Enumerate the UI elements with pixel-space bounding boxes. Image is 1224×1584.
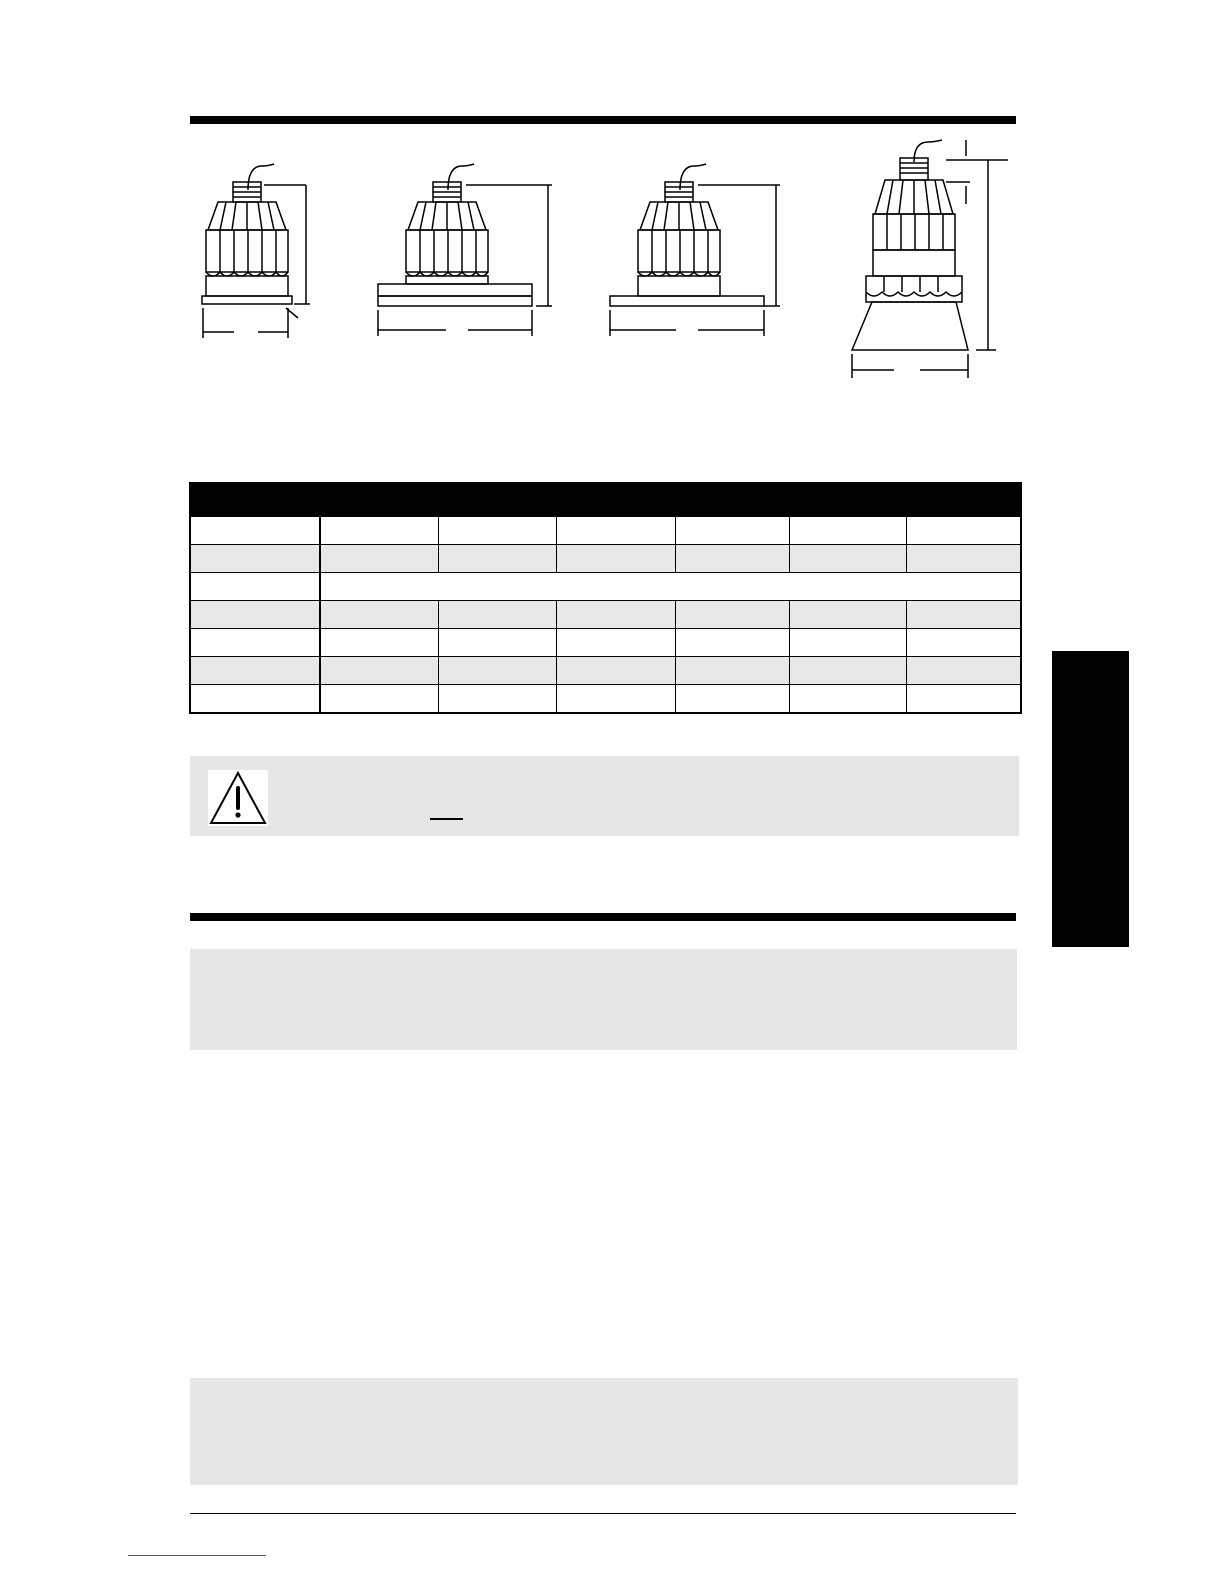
table-cell — [789, 517, 906, 545]
table-cell — [320, 657, 438, 685]
table-cell — [789, 545, 906, 573]
footer-link[interactable] — [128, 1555, 266, 1556]
table-cell — [556, 517, 675, 545]
transducer-flanged-icon — [378, 164, 552, 336]
table-cell — [906, 685, 1021, 714]
warning-triangle-icon — [208, 770, 268, 826]
table-cell — [906, 657, 1021, 685]
spec-table-header — [190, 483, 1021, 517]
table-cell — [556, 657, 675, 685]
transducer-drawings — [190, 130, 1020, 390]
table-row — [190, 573, 1021, 601]
note-box-2 — [190, 1378, 1018, 1485]
chapter-side-tab — [1052, 651, 1129, 947]
spec-table — [189, 482, 1022, 714]
table-row — [190, 545, 1021, 573]
table-cell — [789, 657, 906, 685]
table-cell — [675, 517, 789, 545]
table-cell — [906, 629, 1021, 657]
table-cell — [556, 601, 675, 629]
row-label — [190, 545, 320, 573]
footer-rule — [190, 1513, 1016, 1514]
table-cell — [675, 657, 789, 685]
row-label — [190, 657, 320, 685]
table-cell — [438, 601, 556, 629]
table-cell — [556, 629, 675, 657]
row-label — [190, 517, 320, 545]
table-cell — [906, 601, 1021, 629]
table-row — [190, 601, 1021, 629]
table-cell — [675, 629, 789, 657]
table-header-cell — [190, 483, 1021, 517]
table-cell — [438, 657, 556, 685]
table-cell — [320, 685, 438, 714]
section-rule-top — [190, 116, 1016, 124]
transducer-standard-icon — [202, 164, 310, 338]
table-row — [190, 685, 1021, 714]
row-label — [190, 685, 320, 714]
table-row — [190, 517, 1021, 545]
table-cell — [438, 545, 556, 573]
row-label — [190, 601, 320, 629]
table-cell — [675, 685, 789, 714]
row-label — [190, 629, 320, 657]
table-cell — [556, 545, 675, 573]
table-cell — [320, 601, 438, 629]
table-cell-merged — [320, 573, 1021, 601]
table-cell — [438, 629, 556, 657]
table-cell — [320, 517, 438, 545]
note-box-1 — [190, 949, 1017, 1050]
transducer-flat-flange-icon — [610, 164, 780, 336]
table-cell — [789, 601, 906, 629]
table-cell — [906, 545, 1021, 573]
table-cell — [675, 545, 789, 573]
row-label — [190, 573, 320, 601]
table-cell — [556, 685, 675, 714]
table-cell — [320, 629, 438, 657]
table-cell — [789, 629, 906, 657]
table-cell — [320, 545, 438, 573]
transducer-horn-icon — [852, 140, 1008, 378]
table-row — [190, 629, 1021, 657]
table-cell — [438, 685, 556, 714]
table-row — [190, 657, 1021, 685]
table-cell — [906, 517, 1021, 545]
table-cell — [789, 685, 906, 714]
table-cell — [438, 517, 556, 545]
table-cell — [675, 601, 789, 629]
caution-underline — [430, 818, 463, 820]
section-rule-middle — [190, 913, 1016, 921]
caution-box — [190, 756, 1019, 836]
